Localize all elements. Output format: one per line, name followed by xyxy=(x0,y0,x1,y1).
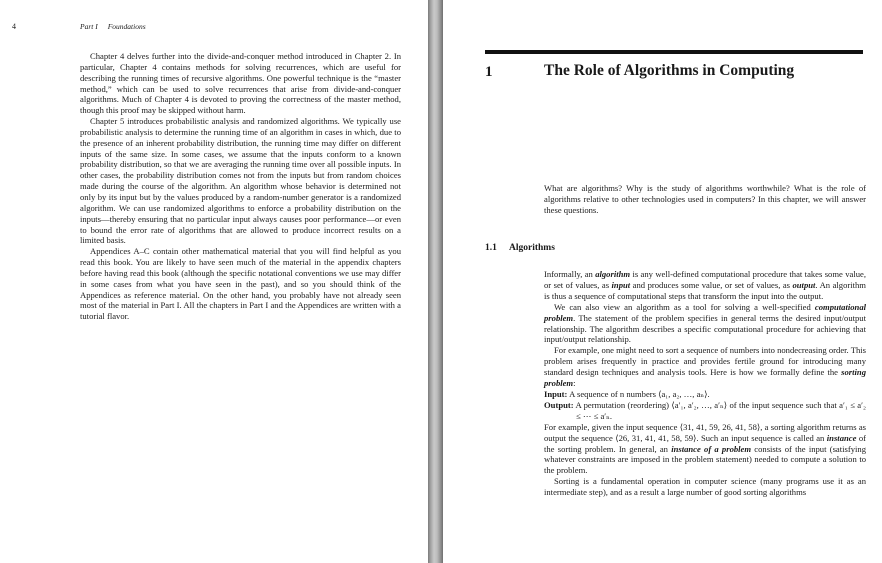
paragraph-chapter-5: Chapter 5 introduces probabilistic analysis and randomized algorithms. We typically use probabilistic analysis to determine the running time of an algorithm in cases in which, due to the presence of an inherent probability distribution, the running time may differ on different inputs of the same size. In some cases, we assume that the inputs conform to a known probability distribution, so that we are averaging the running time over all possible inputs. In other cases, the probability distribution comes not from the inputs but from random choices made during the course of the algorithm. An algorithm whose behavior is determined not only by its input but by the values produced by a random-number generator is a randomized algorithm. We can use randomized algorithms to enforce a probability distribution on the inputs—thereby ensuring that no particular input always causes poor performance—or even to bound the error rate of algorithms that are allowed to produce incorrect results on a limited basis. xyxy=(80,116,401,246)
term-computational-problem: computational problem xyxy=(544,301,866,323)
running-head xyxy=(80,22,146,31)
problem-input: Input: A sequence of n numbers ⟨a₁, a₂, …, aₙ⟩. xyxy=(544,388,710,399)
page-number: 4 xyxy=(12,22,16,31)
paragraph-sorting-fundamental: Sorting is a fundamental operation in computer science (many programs use it as an intermediate step), and as a result a large number of good sorting algorithms xyxy=(544,476,866,498)
output-label: Output: xyxy=(544,399,574,410)
chapter-intro xyxy=(544,183,866,216)
term-input: input xyxy=(611,279,631,290)
term-algorithm: algorithm xyxy=(595,269,631,279)
paragraph-sorting-example: For example, one might need to sort a sequence of numbers into nondecreasing order. This problem arises frequently in practice and provides fertile ground for introducing many standard design techniques and analysis tools. Here is how we formally define the sorting problem: xyxy=(544,345,866,389)
paragraph-instance: For example, given the input sequence ⟨31, 41, 59, 26, 41, 58⟩, a sorting algorithm returns as output the sequence ⟨26, 31, 41, 41, 58, 59⟩. Such an input sequence is called an instance of the sorting problem. In general, an instance of a problem consists of the input (satisfying whatever constraints are imposed in the problem statement) needed to compute a solution to the problem. xyxy=(544,421,866,476)
term-instance: instance xyxy=(826,432,857,443)
term-instance-of-a-problem: instance of a problem xyxy=(671,443,752,454)
term-sorting-problem: sorting problem xyxy=(544,367,866,389)
left-page xyxy=(0,0,428,563)
left-body-text xyxy=(80,51,401,322)
paragraph-appendices: Appendices A–C contain other mathematical material that you will find helpful as you read this book. You are likely to have seen much of the material in the appendix chapters before having read this book (although the specific notational conventions we use may differ in some cases from what you have seen in the past), and so you should think of the Appendices as reference material. On the other hand, you probably have not already seen most of the material in Part I. All the chapters in Part I and the Appendices are written with a tutorial flavor. xyxy=(80,246,401,322)
chapter-number: 1 xyxy=(485,64,493,80)
book-gutter xyxy=(428,0,443,563)
problem-output: Output: A permutation (reordering) ⟨a′₁, a′₂, …, a′ₙ⟩ of the input sequence such that a′₁ ≤ a′₂ ≤ ⋯ ≤ a′ₙ. xyxy=(544,399,866,421)
section-number: 1.1 xyxy=(485,243,497,253)
running-head-part: Part I xyxy=(80,22,98,31)
term-output: output xyxy=(792,279,816,290)
intro-paragraph: What are algorithms? Why is the study of algorithms worthwhile? What is the role of algorithms relative to other technologies used in computers? In this chapter, we will answer these questions. xyxy=(544,183,866,215)
running-head-title: Foundations xyxy=(107,22,146,31)
input-label: Input: xyxy=(544,388,568,399)
chapter-rule xyxy=(485,50,863,54)
chapter-title: The Role of Algorithms in Computing xyxy=(544,62,795,79)
section-title: Algorithms xyxy=(509,243,555,253)
paragraph-algorithm-definition: Informally, an algorithm is any well-defined computational procedure that takes some value, or set of values, as input and produces some value, or set of values, as output. An algorithm is thus a sequence of computational steps that transform the input into the output. xyxy=(544,269,866,301)
paragraph-chapter-4: Chapter 4 delves further into the divide-and-conquer method introduced in Chapter 2. In particular, Chapter 4 contains methods for solving recurrences, which are useful for describing the running times of recursive algorithms. One powerful technique is the “master method,” which can be used to solve recurrences that arise from divide-and-conquer algorithms. Much of Chapter 4 is devoted to proving the correctness of the master method, though this proof may be skipped without harm. xyxy=(80,51,401,116)
section-body-text xyxy=(544,269,866,498)
paragraph-computational-problem: We can also view an algorithm as a tool for solving a well-specified computational problem. The statement of the problem specifies in general terms the desired input/output relationship. The algorithm describes a specific computational procedure for achieving that input/output relationship. xyxy=(544,301,866,345)
